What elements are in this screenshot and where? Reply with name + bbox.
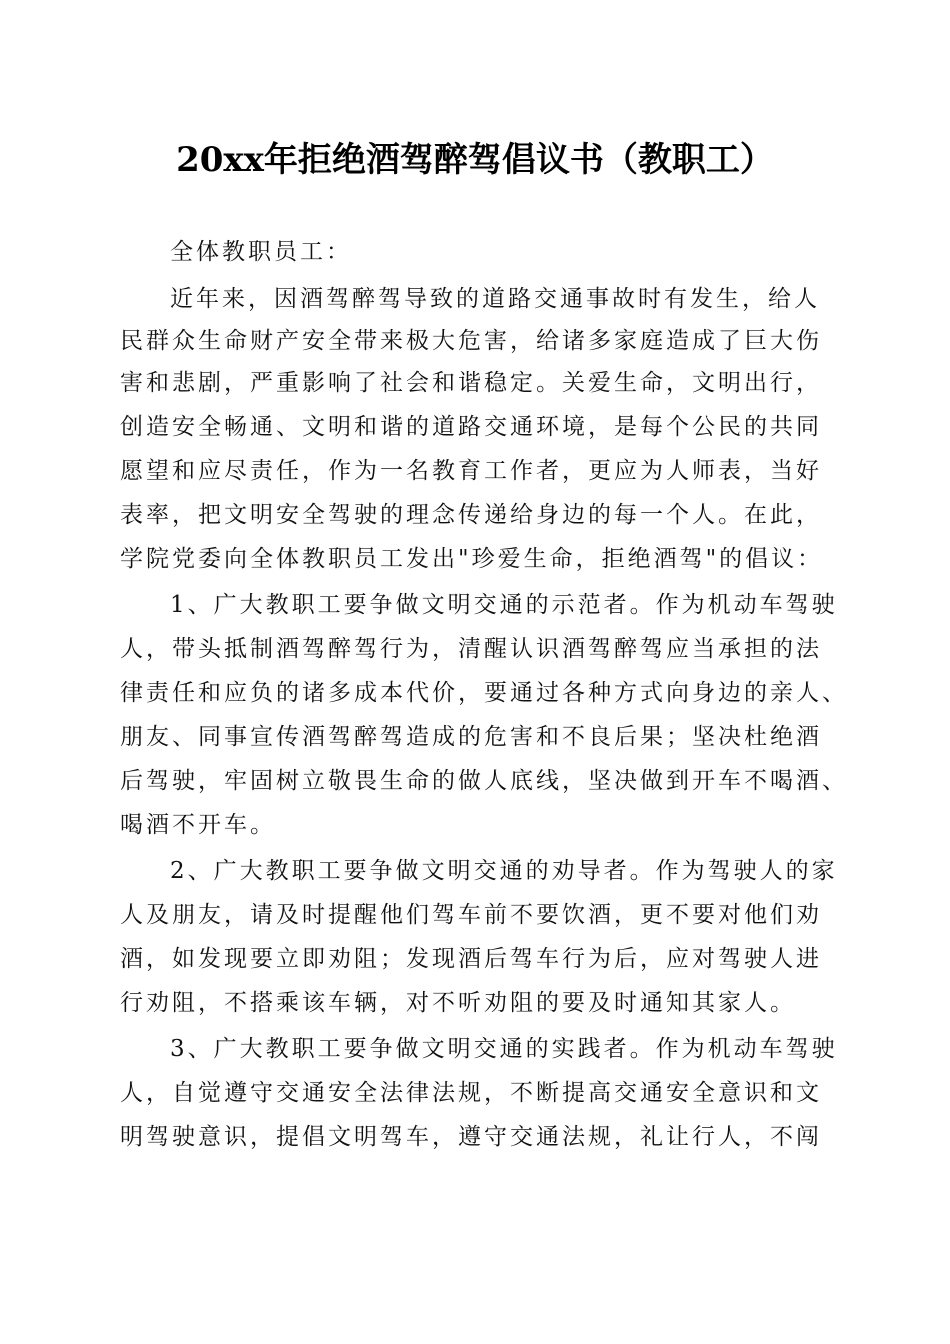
- paragraph-line: 害和悲剧，严重影响了社会和谐稳定。关爱生命，文明出行，: [120, 370, 822, 396]
- paragraph-line: 创造安全畅通、文明和谐的道路交通环境，是每个公民的共同: [120, 414, 822, 440]
- paragraph-line: 明驾驶意识，提倡文明驾车，遵守交通法规，礼让行人，不闯: [120, 1124, 822, 1150]
- paragraph-line: 朋友、同事宣传酒驾醉驾造成的危害和不良后果；坚决杜绝酒: [120, 724, 822, 750]
- paragraph-line: 学院党委向全体教职员工发出"珍爱生命，拒绝酒驾"的倡议：: [120, 546, 824, 572]
- paragraph-line: 律责任和应负的诸多成本代价，要通过各种方式向身边的亲人、: [120, 680, 848, 706]
- paragraph-line: 2、广大教职工要争做文明交通的劝导者。作为驾驶人的家: [170, 858, 838, 884]
- paragraph-line: 人，带头抵制酒驾醉驾行为，清醒认识酒驾醉驾应当承担的法: [120, 636, 822, 662]
- paragraph-line: 酒，如发现要立即劝阻；发现酒后驾车行为后，应对驾驶人进: [120, 946, 822, 972]
- paragraph-line: 人，自觉遵守交通安全法律法规，不断提高交通安全意识和文: [120, 1080, 822, 1106]
- paragraph-line: 3、广大教职工要争做文明交通的实践者。作为机动车驾驶: [170, 1036, 838, 1062]
- paragraph-line: 1、广大教职工要争做文明交通的示范者。作为机动车驾驶: [170, 592, 838, 618]
- paragraph-line: 行劝阻，不搭乘该车辆，对不听劝阻的要及时通知其家人。: [120, 990, 796, 1016]
- salutation: 全体教职员工：: [170, 239, 352, 265]
- paragraph-line: 愿望和应尽责任，作为一名教育工作者，更应为人师表，当好: [120, 458, 822, 484]
- paragraph-line: 表率，把文明安全驾驶的理念传递给身边的每一个人。在此，: [120, 502, 822, 528]
- paragraph-line: 人及朋友，请及时提醒他们驾车前不要饮酒，更不要对他们劝: [120, 902, 822, 928]
- paragraph-line: 民群众生命财产安全带来极大危害，给诸多家庭造成了巨大伤: [120, 328, 822, 354]
- document-title: 20xx年拒绝酒驾醉驾倡议书（教职工）: [176, 140, 774, 180]
- paragraph-line: 喝酒不开车。: [120, 812, 276, 838]
- paragraph-line: 后驾驶，牢固树立敬畏生命的做人底线，坚决做到开车不喝酒、: [120, 768, 848, 794]
- paragraph-line: 近年来，因酒驾醉驾导致的道路交通事故时有发生，给人: [170, 286, 820, 312]
